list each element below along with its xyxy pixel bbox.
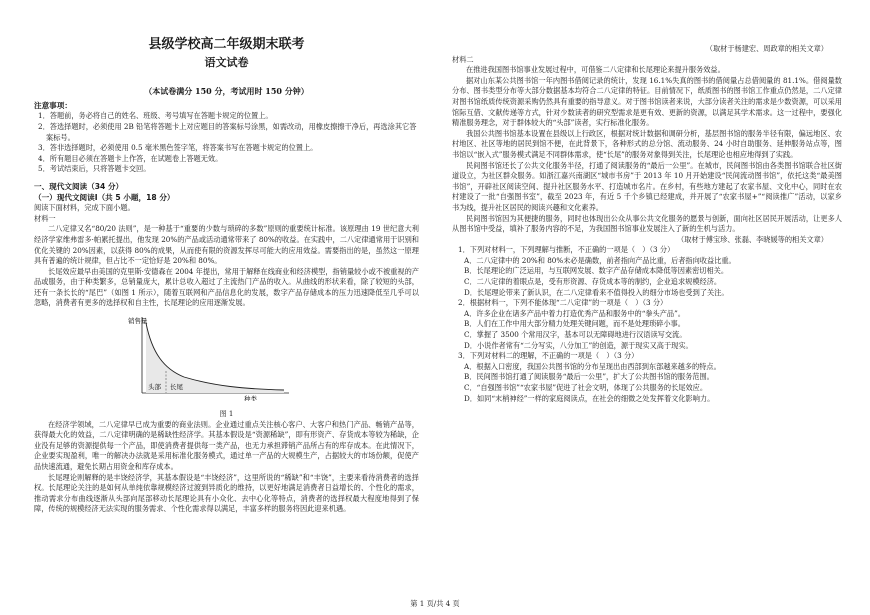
long-tail-chart-svg: [124, 313, 294, 401]
material-label: 材料二: [452, 54, 474, 64]
figure-caption: 图 1: [219, 410, 234, 419]
head-label: 头部: [148, 383, 161, 392]
y-axis-label: 销售量: [128, 317, 148, 326]
answer-option: D．小说作者常有“二分写实，八分加工”的创造，源于现实又高于现实。: [464, 340, 693, 350]
paragraph: 民间图书馆还长了公共文化服务半径，打通了阅读服务的“最后一公里”。在城市，民间图书馆由各类图书馆联合社区街道设立，为社区群众服务。如浙江嘉兴南湖区“城市书房”于 2013 年 10 月开始建设“民间流动图书馆”，依托这类“最美图书馆”，开辟社区阅读空间、提升社区服务水平、打造城市名片。在乡村，有些地方建起了农家书屋、文化中心，同时在农村建设了一批“自强图书室”，截至 2023 年，有近 5 千个乡镇已经建成，并开展了“农家书屋+”“阅读推广”活动，以家乡书为线，提升社区居民的阅读兴趣和文化素养。: [452, 160, 842, 212]
answer-option: B．民间图书馆打通了阅读服务“最后一公里”，扩大了公共图书馆的服务范围。: [464, 372, 714, 382]
question-stem: 2．根据材料一，下列不能体现“二八定律”的一项是（ ）（3 分）: [458, 298, 668, 308]
paragraph: 长尾效应最早由美国的克里斯·安德森在 2004 年提出，常用于解释在线商业和经济模型，指销量较小或不被重视的产品或服务，由于种类繁多，总销量庞大，累计总收入超过了主流热门产品的收入。从曲线的形状来看，除了较短的头部，还有一条长长的“尾巴”（如图 1 所示），随着互联网和产品信息化的发展，数字产品存储成本的压力迅速降低至几乎可以忽略，消费者有更多的选择权和自主性，长尾理论的应用逐渐发展。: [34, 266, 419, 308]
page-footer: 第 1 页/共 4 页: [410, 599, 460, 608]
tail-area: [146, 323, 284, 393]
long-tail-chart: [124, 313, 294, 407]
material-source: （取材于傅宝珍、张磊、李晓媛等的相关文章）: [677, 234, 828, 244]
right-column: [452, 44, 842, 404]
tail-label: 长尾: [170, 383, 183, 392]
paragraph: 二八定律又名“80/20 法则”，是一种基于“重要的少数与琐碎的多数”原则的重要统计标准。该原理由 19 世纪意大利经济学家维弗雷多·帕累托提出，他发现 20%的产品或活动通常带来了 80%的收益。在实践中，二八定律通常用于识别和优化关键的 20%因素，以获得 80%的成果，从而使有限的资源发挥尽可能大的应用效益。需要指出的是，虽然这一原理具有普遍的统计规律，但占比不一定恰好是 20%和 80%。: [34, 224, 419, 266]
paragraph: 据对山东某公共图书馆一年内图书借阅记录的统计，发现 16.1%失真的图书的借阅量占总借阅量的 81.1%。借阅量数分布、图书类型分布等大部分数据基本均符合二八定律的特征。目前情况下，纸质图书的图书馆工作重点仍然是，二八定律对图书馆纸质传统资源采购仍然具有重要的指导意义。对于图书馆读者来说，大部分读者关注的需求是少数资源，可以采用馆际互借、文献传递等方式，针对少数读者的研究型需求是更有效、更新的资源，以满足其学术需求。这一过程中，要强化精准服务理念，对于群体较大的“头部”读者，实行标准化服务。: [452, 75, 842, 128]
material-label: 材料一: [34, 213, 56, 223]
answer-option: B．长尾理论的广泛运用，与互联网发展、数字产品存储成本降低等因素密切相关。: [464, 266, 729, 276]
paragraph: 在推进我国图书馆事业发展过程中，可借鉴二八定律和长尾理论来提升服务效益。: [466, 65, 725, 75]
answer-option: A．根据入口密度，我国公共图书馆的分布呈现出由西部到东部越来越多的特点。: [464, 361, 721, 371]
answer-option: C．二八定律的着眼点是，受有形资源、存货成本等的制约，企业追求规模经济。: [464, 277, 722, 287]
x-axis-label: 种类: [244, 395, 257, 402]
paragraph: 民间图书馆因为其便捷的服务，同时也体现出公众从事公共文化服务的愿景与创新，面向社区居民开展活动，让更多人从图书馆中受益，填补了服务内容的不足，为我国图书馆事业发展注入了新的生机与活力。: [452, 213, 842, 234]
exam-title: 县级学校高二年级期末联考: [148, 37, 305, 52]
answer-option: D．长尾理论带来了新认识，在二八定律看来不值得投入的细分市场也受到了关注。: [464, 287, 729, 297]
notice-item: 5．考试结束后，只将答题卡交回。: [38, 164, 151, 174]
exam-subtitle: 语文试卷: [204, 55, 249, 69]
answer-option: A．二八定律中的 20%和 80%未必是确数，前者指向产品比重，后者指向收益比重。: [464, 255, 736, 265]
answer-option: C．掌握了 3500 个常用汉字，基本可以无障碍地进行汉语读写交流。: [464, 330, 687, 340]
sub-section-heading: （一）现代文阅读Ⅰ（共 5 小题，18 分）: [34, 192, 175, 202]
notices-heading: 注意事项：: [34, 100, 72, 110]
answer-option: D．如同“末梢神经”一样的家庭阅读点，在社会的细微之处发挥着文化影响力。: [464, 393, 715, 403]
section-heading: 一、现代文阅读（34 分）: [34, 181, 124, 191]
score-line: （本试卷满分 150 分，考试用时 150 分钟）: [144, 86, 309, 97]
notice-item: 4．所有题目必须在答题卡上作答，在试题卷上答题无效。: [38, 153, 223, 163]
question-stem: 3．下列对材料二的理解，不正确的一项是（ ）（3 分）: [458, 351, 639, 361]
answer-option: A．许多企业在诸多产品中着力打造优秀产品和服务中的“拳头产品”。: [464, 308, 685, 318]
paragraph: 我国公共图书馆基本设置在县级以上行政区，根据对统计数据和调研分析，基层图书馆的服务半径有限，偏远地区、农村地区、社区等地的居民到馆不便，在此背景下，各种形式的总分馆、流动服务、24 小时自助服务、延伸服务站点等，图书馆以“嵌入式”服务模式满足不同群体需求，使“长尾”的服务对象得到关注，长尾理论也相应地得到了实践。: [452, 128, 842, 159]
answer-option: C．“自强图书馆”“农家书屋”促进了社会文明，体现了公共服务的长尾效应。: [464, 383, 708, 392]
left-column: [34, 0, 419, 515]
answer-option: B．人们在工作中用大部分精力处理关键问题，而不是处理琐碎小事。: [464, 319, 685, 329]
question-stem: 1．下列对材料一，下列理解与推断，不正确的一项是（ ）（3 分）: [458, 245, 675, 255]
notice-item: 3．答非选择题时，必须使用 0.5 毫米黑色签字笔，将答案书写在答题卡规定的位置上。: [38, 143, 318, 153]
material-source: （取材于杨建宏、周政章的相关文章）: [705, 44, 828, 53]
paragraph: 在经济学领域，二八定律早已成为重要的商业法则。企业通过重点关注核心客户、大客户和热门产品、畅销产品等，获得最大化的效益，二八定律明确的是稀缺性经济学。其基本假设是“资源稀缺”，即有形资产、存货成本等较为稀缺，企业没有足够的资源提供每一个产品，即使消费者提供每一类产品，也无力承担滞销产品所占有的库存成本。在此情况下，企业要实现盈利，唯一的解决办法就是采用标准化服务模式，通过单一产品的大规模生产，占据较大的市场份额，促使产品快速流通，避免长期占用资金和库存成本。: [34, 419, 419, 472]
paragraph: 长尾理论则解释的是丰饶经济学，其基本假设是“丰饶经济”，这里所说的“稀缺”和“丰饶”，主要来看待消费者的选择权。长尾理论关注的是如何从单纯依靠规模经济过渡到异质化的维持，以更好地满足消费者日益增长的、个性化的需求，推动需求分布曲线逐渐从头部向尾部移动长尾理论具有小众化、去中心化等特点，消费者的选择权最大程度地得到了保障，传统的规模经济无法实现的服务需求、个性化需求得以满足，丰富多样的服务将因此迎来机遇。: [34, 472, 419, 514]
notice-item: 2．答选择题时，必须使用 2B 铅笔将答题卡上对应题目的答案标号涂黑，如需改动，用橡皮擦擦干净后，再选涂其它答案标号。: [38, 121, 417, 142]
instruction: 阅读下面材料，完成下面小题。: [34, 203, 135, 213]
notice-item: 1．答题前，务必将自己的姓名、班级、考号填写在答题卡规定的位置上。: [38, 111, 273, 121]
